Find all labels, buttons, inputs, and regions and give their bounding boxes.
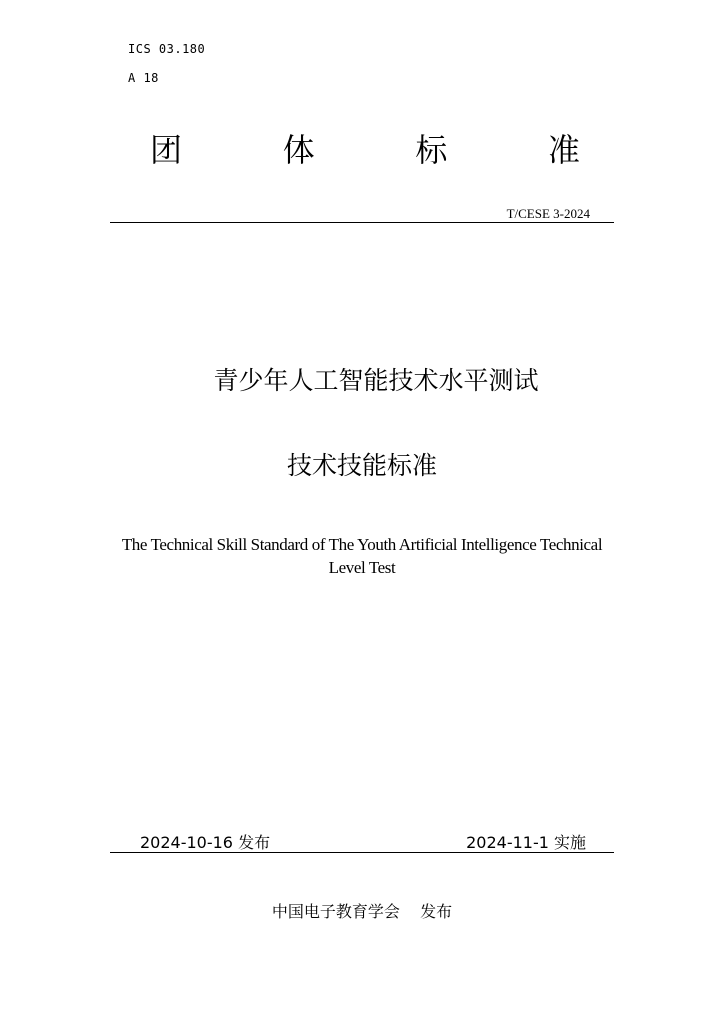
ics-code: ICS 03.180 xyxy=(128,42,206,56)
top-divider xyxy=(110,222,614,223)
issuer: 中国电子教育学会 发布 xyxy=(271,902,453,921)
standard-type-char: 准 xyxy=(547,131,580,169)
english-title: The Technical Skill Standard of The Youth Artificial Intelligence Technical Level Test xyxy=(121,535,603,577)
chinese-title-line-2: 技术技能标准 xyxy=(286,451,437,480)
standard-number: T/CESE 3-2024 xyxy=(506,206,590,221)
standard-type-heading xyxy=(150,130,580,170)
chinese-title-line-1: 青少年人工智能技术水平测试 xyxy=(213,366,539,395)
standard-type-char: 体 xyxy=(282,131,315,169)
ccs-code: A 18 xyxy=(128,71,159,85)
standard-type-char: 团 xyxy=(150,131,183,169)
publish-date: 2024-10-16 发布 xyxy=(140,833,271,852)
implement-date: 2024-11-1 实施 xyxy=(466,833,586,852)
bottom-divider xyxy=(110,852,614,853)
standard-type-char: 标 xyxy=(415,131,448,169)
date-row xyxy=(110,832,614,854)
